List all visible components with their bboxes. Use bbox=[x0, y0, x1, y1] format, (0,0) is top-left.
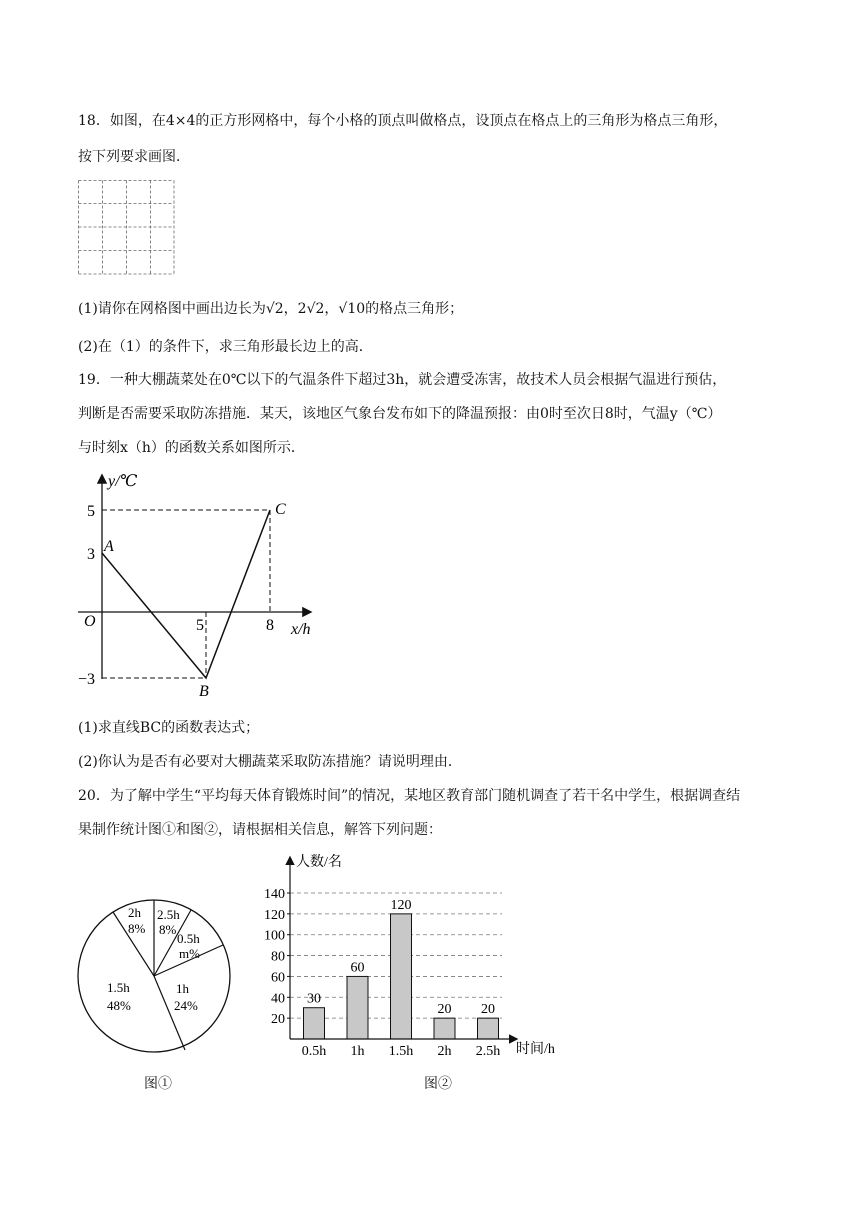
q18-part1 bbox=[78, 299, 463, 319]
q20-line2: 果制作统计图①和图②，请根据相关信息，解答下列问题： bbox=[78, 822, 442, 838]
x-axis-label: x/h bbox=[291, 621, 311, 638]
pie-pct-0-5h: m% bbox=[179, 946, 200, 961]
bar-caption: 图② bbox=[424, 1076, 452, 1092]
q19-line3: 与时刻x（h）的函数关系如图所示． bbox=[78, 440, 305, 456]
bar-1.5h bbox=[391, 914, 412, 1039]
x-tick-label: 1h bbox=[350, 1044, 365, 1059]
point-c-label: C bbox=[275, 501, 286, 518]
point-b-label: B bbox=[199, 683, 209, 700]
y-tick-neg3: −3 bbox=[78, 671, 96, 688]
pie-pct-2h: 8% bbox=[128, 921, 146, 936]
y-tick-label: 80 bbox=[271, 949, 285, 965]
temperature-graph bbox=[78, 464, 338, 704]
point-a-label: A bbox=[104, 538, 114, 555]
q19-part2: (2)你认为是否有必要对大棚蔬菜采取防冻措施？请说明理由． bbox=[78, 754, 462, 770]
q20-line1: 20．为了解中学生“平均每天体育锻炼时间”的情况，某地区教育部门随机调查了若干名中学生，根据调查结 bbox=[78, 788, 741, 804]
q19-line1: 19．一种大棚蔬菜处在0℃以下的气温条件下超过3h，就会遭受冻害，故技术人员会根据气温进行预估， bbox=[78, 372, 727, 388]
grid-figure bbox=[78, 180, 176, 275]
function-line bbox=[102, 510, 270, 678]
bar-0.5h bbox=[304, 1008, 325, 1039]
y-tick-label: 100 bbox=[264, 928, 285, 944]
q18-line2: 按下列要求画图． bbox=[78, 149, 190, 165]
pie-label-1-5h: 1.5h bbox=[107, 980, 130, 995]
pie-label-2h: 2h bbox=[128, 905, 141, 920]
q18-part2: (2)在（1）的条件下，求三角形最长边上的高． bbox=[78, 339, 373, 355]
y-tick-label: 120 bbox=[264, 907, 285, 923]
bar-y-axis-label: 人数/名 bbox=[296, 855, 342, 870]
bar-2.5h bbox=[478, 1018, 499, 1039]
bar-chart bbox=[250, 850, 570, 1062]
bar-1h bbox=[347, 976, 368, 1039]
pie-label-0-5h: 0.5h bbox=[177, 931, 200, 946]
y-tick-label: 20 bbox=[271, 1012, 285, 1028]
len-sqrt10: √10 bbox=[338, 301, 366, 317]
bar-2h bbox=[434, 1018, 455, 1039]
pie-chart bbox=[76, 898, 236, 1058]
len-2sqrt2: 2√2 bbox=[297, 301, 325, 317]
q18-part1-prefix: (1)请你在网格图中画出边长为 bbox=[78, 301, 266, 317]
q18-part1-suffix: 的格点三角形； bbox=[365, 301, 464, 317]
q19-line2: 判断是否需要采取防冻措施．某天，该地区气象台发布如下的降温预报：由0时至次日8时，气温y（℃） bbox=[78, 406, 722, 422]
y-tick-3: 3 bbox=[87, 546, 95, 563]
y-axis-label: y/℃ bbox=[108, 473, 138, 490]
bar-value-label: 20 bbox=[437, 1002, 452, 1018]
x-tick-label: 1.5h bbox=[388, 1044, 414, 1059]
pie-label-2-5h: 2.5h bbox=[157, 907, 180, 922]
q19-part1: (1)求直线BC的函数表达式； bbox=[78, 720, 260, 736]
pie-pct-1-5h: 48% bbox=[107, 998, 131, 1013]
bar-value-label: 120 bbox=[390, 897, 412, 913]
pie-pct-2-5h: 8% bbox=[159, 922, 177, 937]
x-tick-label: 0.5h bbox=[301, 1044, 327, 1059]
bar-x-axis-label: 时间/h bbox=[516, 1042, 555, 1057]
q18-line1: 18．如图，在4×4的正方形网格中，每个小格的顶点叫做格点，设顶点在格点上的三角形为格点三角形， bbox=[78, 113, 728, 129]
pie-label-1h: 1h bbox=[176, 981, 189, 996]
bar-value-label: 20 bbox=[481, 1002, 495, 1018]
sep: ， bbox=[283, 301, 298, 317]
origin-label: O bbox=[84, 613, 96, 630]
x-tick-5: 5 bbox=[196, 617, 204, 634]
bar-value-label: 60 bbox=[350, 960, 365, 976]
x-tick-label: 2.5h bbox=[475, 1044, 501, 1059]
y-tick-label: 140 bbox=[264, 887, 285, 902]
sep: ， bbox=[324, 301, 339, 317]
pie-caption: 图① bbox=[144, 1076, 172, 1092]
y-tick-5: 5 bbox=[87, 503, 95, 520]
x-tick-label: 2h bbox=[437, 1044, 452, 1059]
pie-pct-1h: 24% bbox=[174, 998, 198, 1013]
bar-value-label: 30 bbox=[307, 991, 321, 1007]
x-tick-8: 8 bbox=[266, 617, 274, 634]
y-tick-label: 60 bbox=[271, 970, 285, 986]
len-sqrt2: √2 bbox=[265, 301, 284, 317]
y-tick-label: 40 bbox=[271, 991, 285, 1007]
